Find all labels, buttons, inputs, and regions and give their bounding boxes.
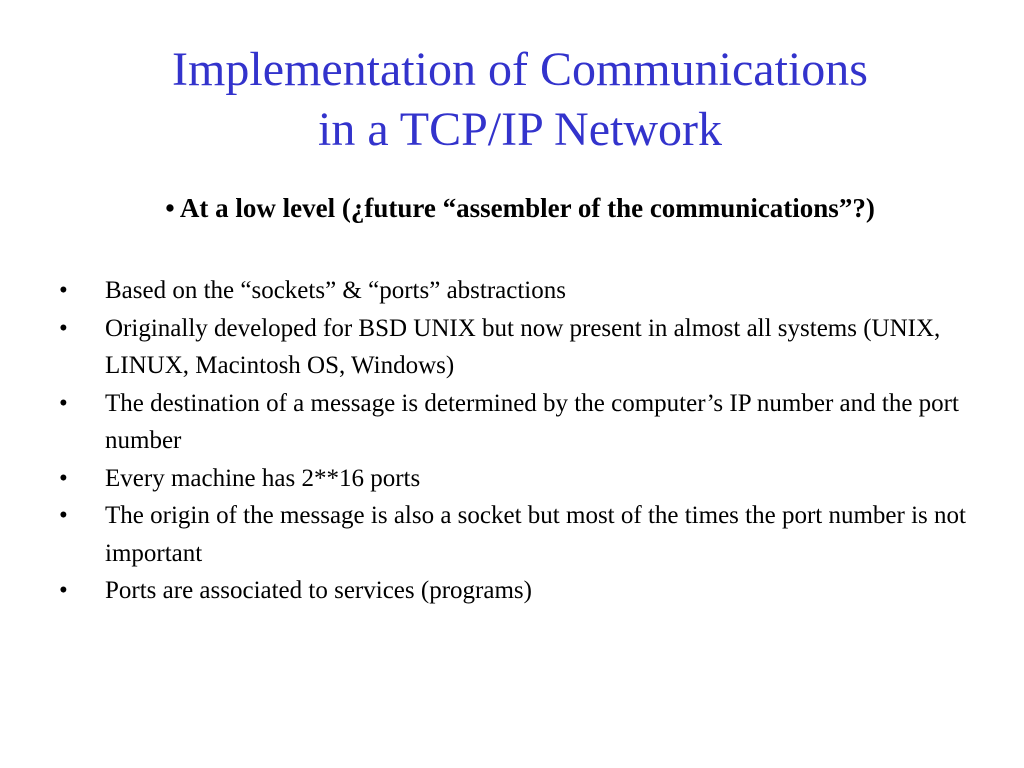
bullet-item [55, 272, 985, 310]
slide-title [60, 40, 980, 160]
slide-title-line-2: in a TCP/IP Network [318, 103, 722, 156]
bullet-text: Originally developed for BSD UNIX but now present in almost all systems (UNIX, LINUX, Macintosh OS, Windows) [105, 314, 941, 379]
slide-title-line-1: Implementation of Communications [172, 43, 868, 96]
bullet-item [55, 460, 985, 498]
slide-subtitle: • At a low level (¿future “assembler of the communications”?) [165, 193, 875, 223]
bullet-dot: • [59, 464, 68, 492]
bullet-text: Ports are associated to services (programs) [105, 577, 532, 604]
bullet-item [55, 385, 985, 460]
bullet-text: Based on the “sockets” & “ports” abstractions [105, 277, 566, 304]
bullet-dot: • [59, 277, 68, 304]
bullet-item [55, 572, 985, 610]
bullet-text: Every machine has 2**16 ports [105, 464, 421, 492]
bullet-text: The origin of the message is also a socket but most of the times the port number is not important [105, 502, 966, 567]
bullet-item [55, 310, 985, 385]
bullet-item [55, 497, 985, 572]
bullet-dot: • [59, 389, 68, 417]
bullet-dot: • [59, 577, 68, 604]
bullet-list [55, 272, 985, 610]
bullet-text: The destination of a message is determined by the computer’s IP number and the port number [105, 389, 959, 454]
bullet-dot: • [59, 314, 68, 342]
bullet-dot: • [59, 502, 68, 529]
